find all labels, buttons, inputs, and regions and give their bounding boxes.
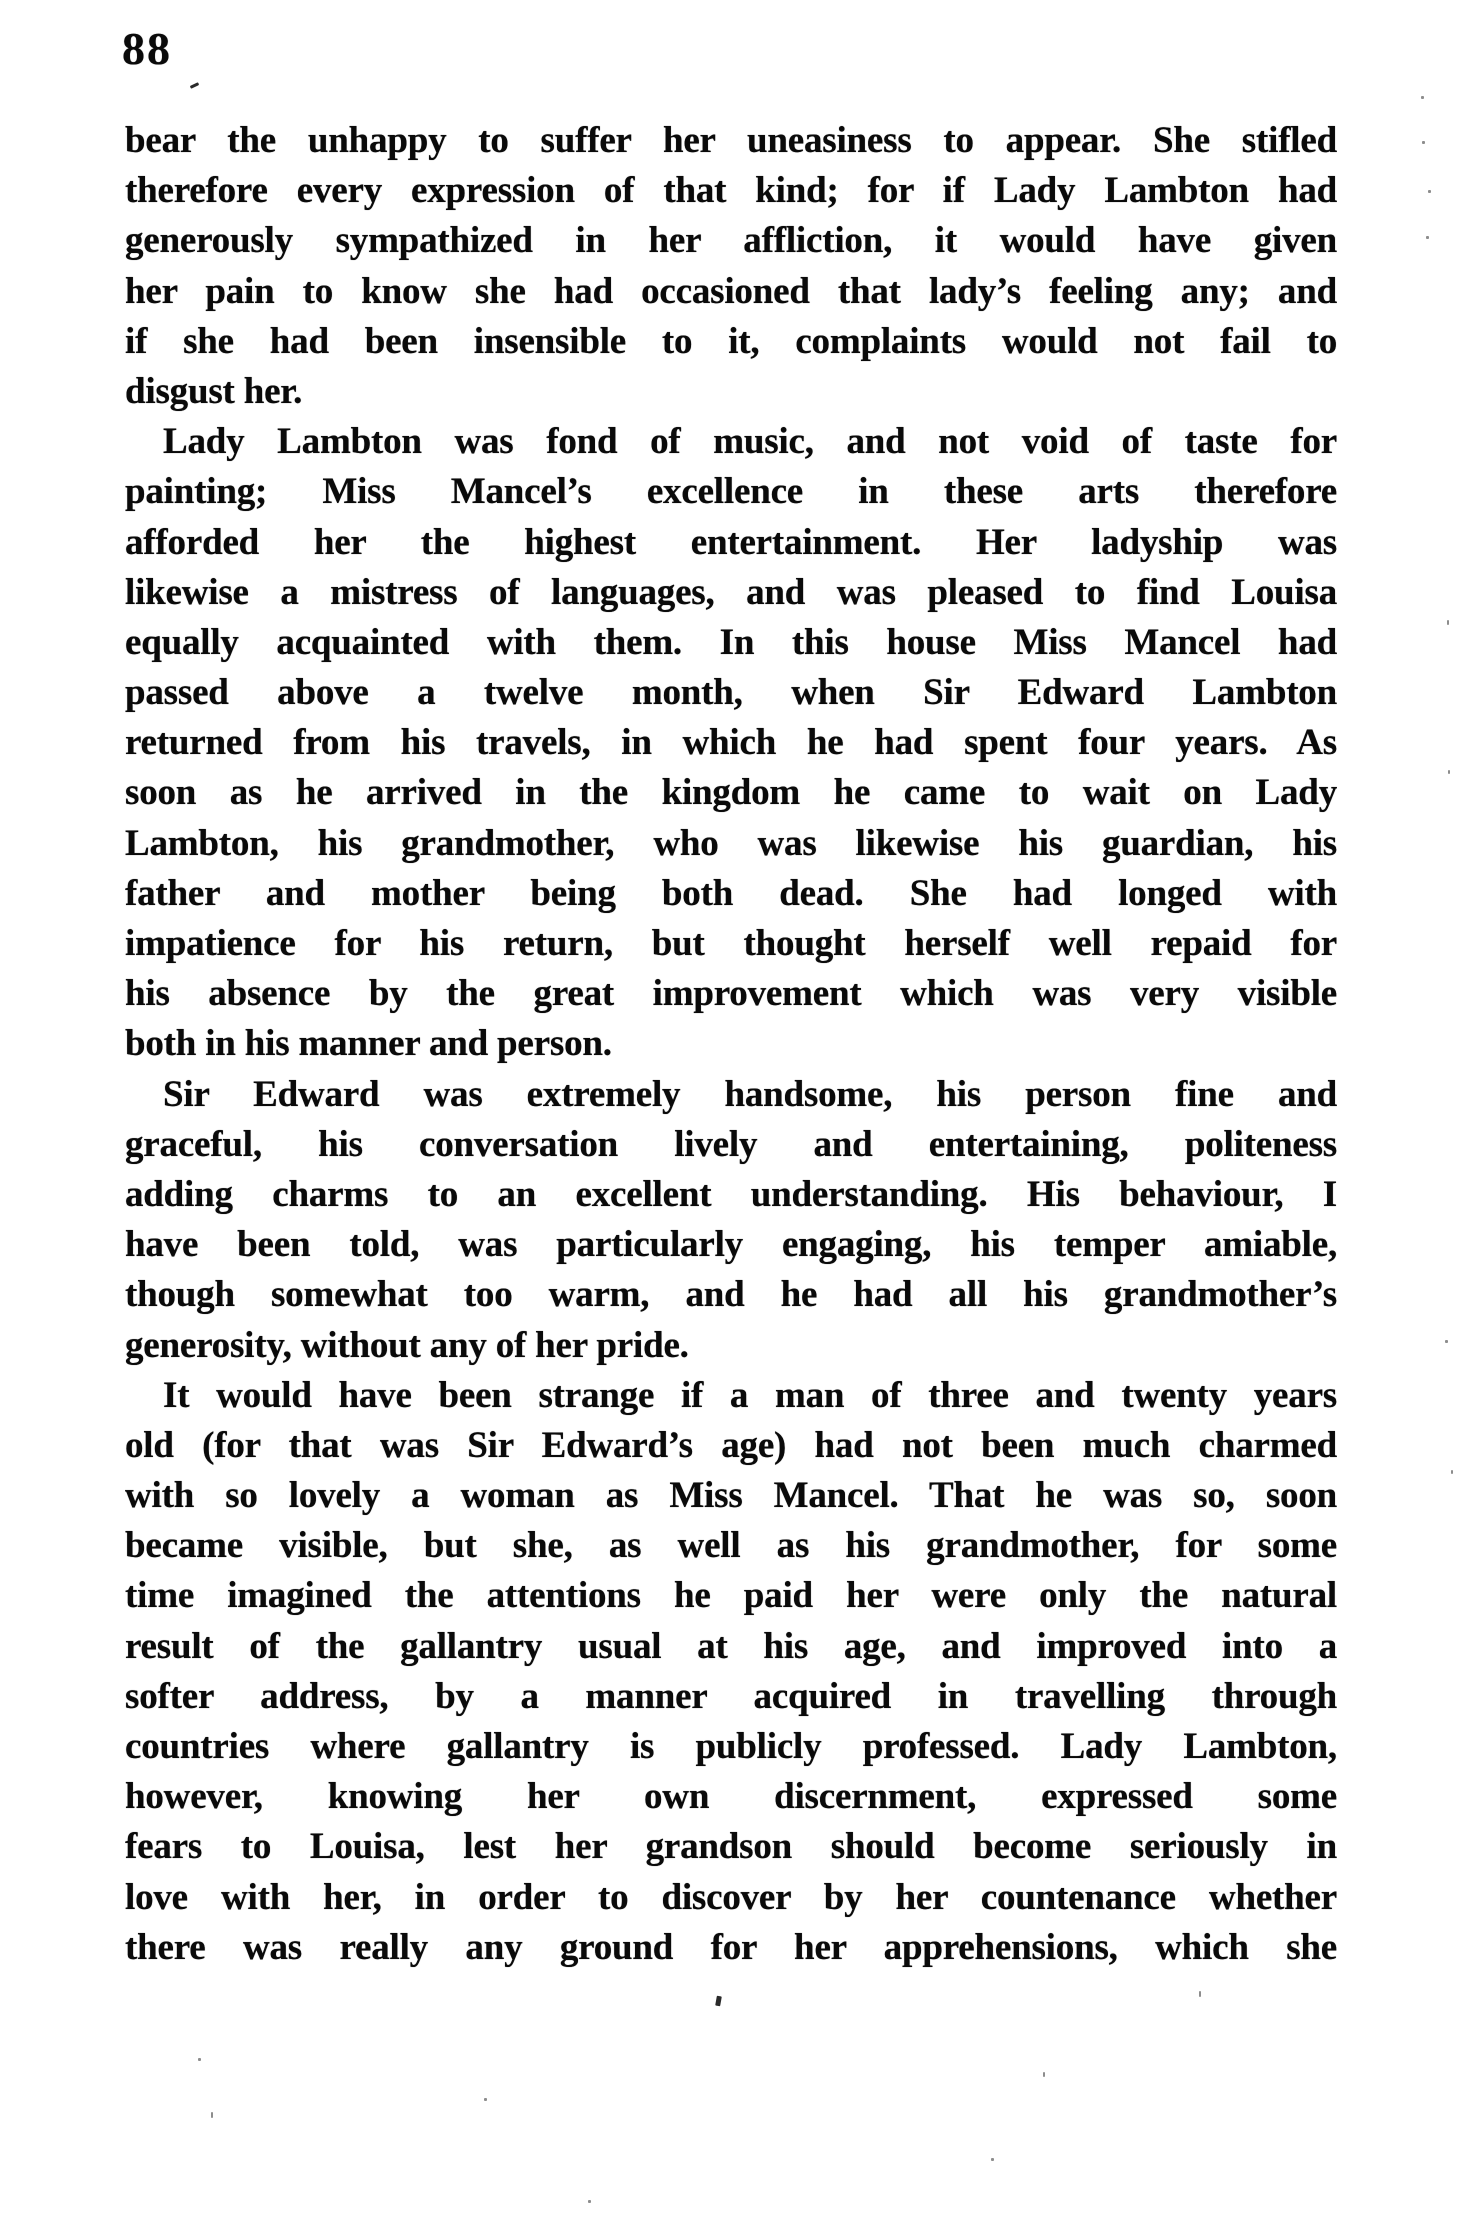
- scan-speck: [1451, 1470, 1453, 1474]
- text-line: painting; Miss Mancel’s excellence in these arts therefore: [125, 471, 1337, 513]
- paragraph-3: [125, 1070, 1337, 1371]
- scan-speck: [588, 2200, 591, 2203]
- text-line: Sir Edward was extremely handsome, his person fine and: [163, 1073, 1337, 1115]
- text-line: therefore every expression of that kind; for if Lady Lambton had: [125, 170, 1337, 212]
- text-line: bear the unhappy to suffer her uneasiness to appear. She stifled: [125, 120, 1337, 161]
- text-line: graceful, his conversation lively and entertaining, politeness: [125, 1123, 1337, 1165]
- text-line: countries where gallantry is publicly professed. Lady Lambton,: [125, 1726, 1337, 1767]
- scan-speck: [1447, 620, 1449, 625]
- scan-speck: [715, 1996, 722, 2007]
- scan-speck: [1426, 236, 1429, 239]
- text-line: fears to Louisa, lest her grandson should become seriously in: [125, 1826, 1337, 1868]
- scan-speck: [484, 2098, 487, 2101]
- text-line: generously sympathized in her affliction, it would have given: [125, 220, 1337, 262]
- paragraph-1: [125, 116, 1337, 417]
- text-line: softer address, by a manner acquired in travelling through: [125, 1675, 1337, 1717]
- text-line: have been told, was particularly engaging, his temper amiable,: [125, 1224, 1337, 1266]
- text-line: adding charms to an excellent understanding. His behaviour, I: [125, 1173, 1337, 1215]
- scan-speck: [1422, 141, 1425, 144]
- text-line: soon as he arrived in the kingdom he came to wait on Lady: [125, 772, 1337, 814]
- text-line: returned from his travels, in which he had spent four years. As: [125, 722, 1337, 764]
- text-line: though somewhat too warm, and he had all his grandmother’s: [125, 1274, 1337, 1316]
- scan-speck: [1199, 1991, 1201, 1997]
- scan-speck: [1448, 770, 1450, 774]
- body-text: [125, 116, 1337, 1973]
- text-line: there was really any ground for her apprehensions, which she: [125, 1926, 1337, 1968]
- scan-speck: [1043, 2072, 1045, 2077]
- scan-speck: [991, 2158, 994, 2161]
- text-line: his absence by the great improvement which was very visible: [125, 973, 1337, 1015]
- scan-speck: [198, 2058, 201, 2061]
- text-line: generosity, without any of her pride.: [125, 1324, 689, 1366]
- text-line: old (for that was Sir Edward’s age) had not been much charmed: [125, 1424, 1337, 1466]
- text-line: father and mother being both dead. She had longed with: [125, 872, 1337, 914]
- scan-speck: [1445, 1340, 1448, 1343]
- paragraph-4: [125, 1371, 1337, 1973]
- scan-speck: [1421, 96, 1424, 99]
- text-line: Lambton, his grandmother, who was likewise his guardian, his: [125, 822, 1337, 864]
- scan-speck: [211, 2112, 213, 2118]
- text-line: if she had been insensible to it, complaints would not fail to: [125, 320, 1337, 362]
- text-line: both in his manner and person.: [125, 1023, 612, 1065]
- text-line: impatience for his return, but thought herself well repaid for: [125, 923, 1337, 964]
- text-line: became visible, but she, as well as his grandmother, for some: [125, 1525, 1337, 1567]
- text-line: afforded her the highest entertainment. Her ladyship was: [125, 521, 1337, 563]
- text-line: likewise a mistress of languages, and was pleased to find Louisa: [125, 571, 1337, 613]
- text-line: Lady Lambton was fond of music, and not void of taste for: [163, 421, 1337, 463]
- text-line: It would have been strange if a man of three and twenty years: [163, 1374, 1337, 1416]
- text-line: result of the gallantry usual at his age, and improved into a: [125, 1625, 1337, 1667]
- text-line: passed above a twelve month, when Sir Edward Lambton: [125, 672, 1337, 714]
- text-line: however, knowing her own discernment, expressed some: [125, 1776, 1337, 1818]
- page-number: 88: [122, 23, 172, 74]
- text-line: with so lovely a woman as Miss Mancel. That he was so, soon: [125, 1475, 1337, 1517]
- scan-speck: [190, 82, 199, 89]
- text-line: equally acquainted with them. In this house Miss Mancel had: [125, 621, 1337, 663]
- paragraph-2: [125, 417, 1337, 1069]
- text-line: her pain to know she had occasioned that lady’s feeling any; and: [125, 270, 1337, 312]
- text-line: love with her, in order to discover by her countenance whether: [125, 1876, 1337, 1918]
- text-line: time imagined the attentions he paid her were only the natural: [125, 1575, 1337, 1617]
- scan-speck: [1428, 190, 1431, 193]
- text-line: disgust her.: [125, 370, 303, 412]
